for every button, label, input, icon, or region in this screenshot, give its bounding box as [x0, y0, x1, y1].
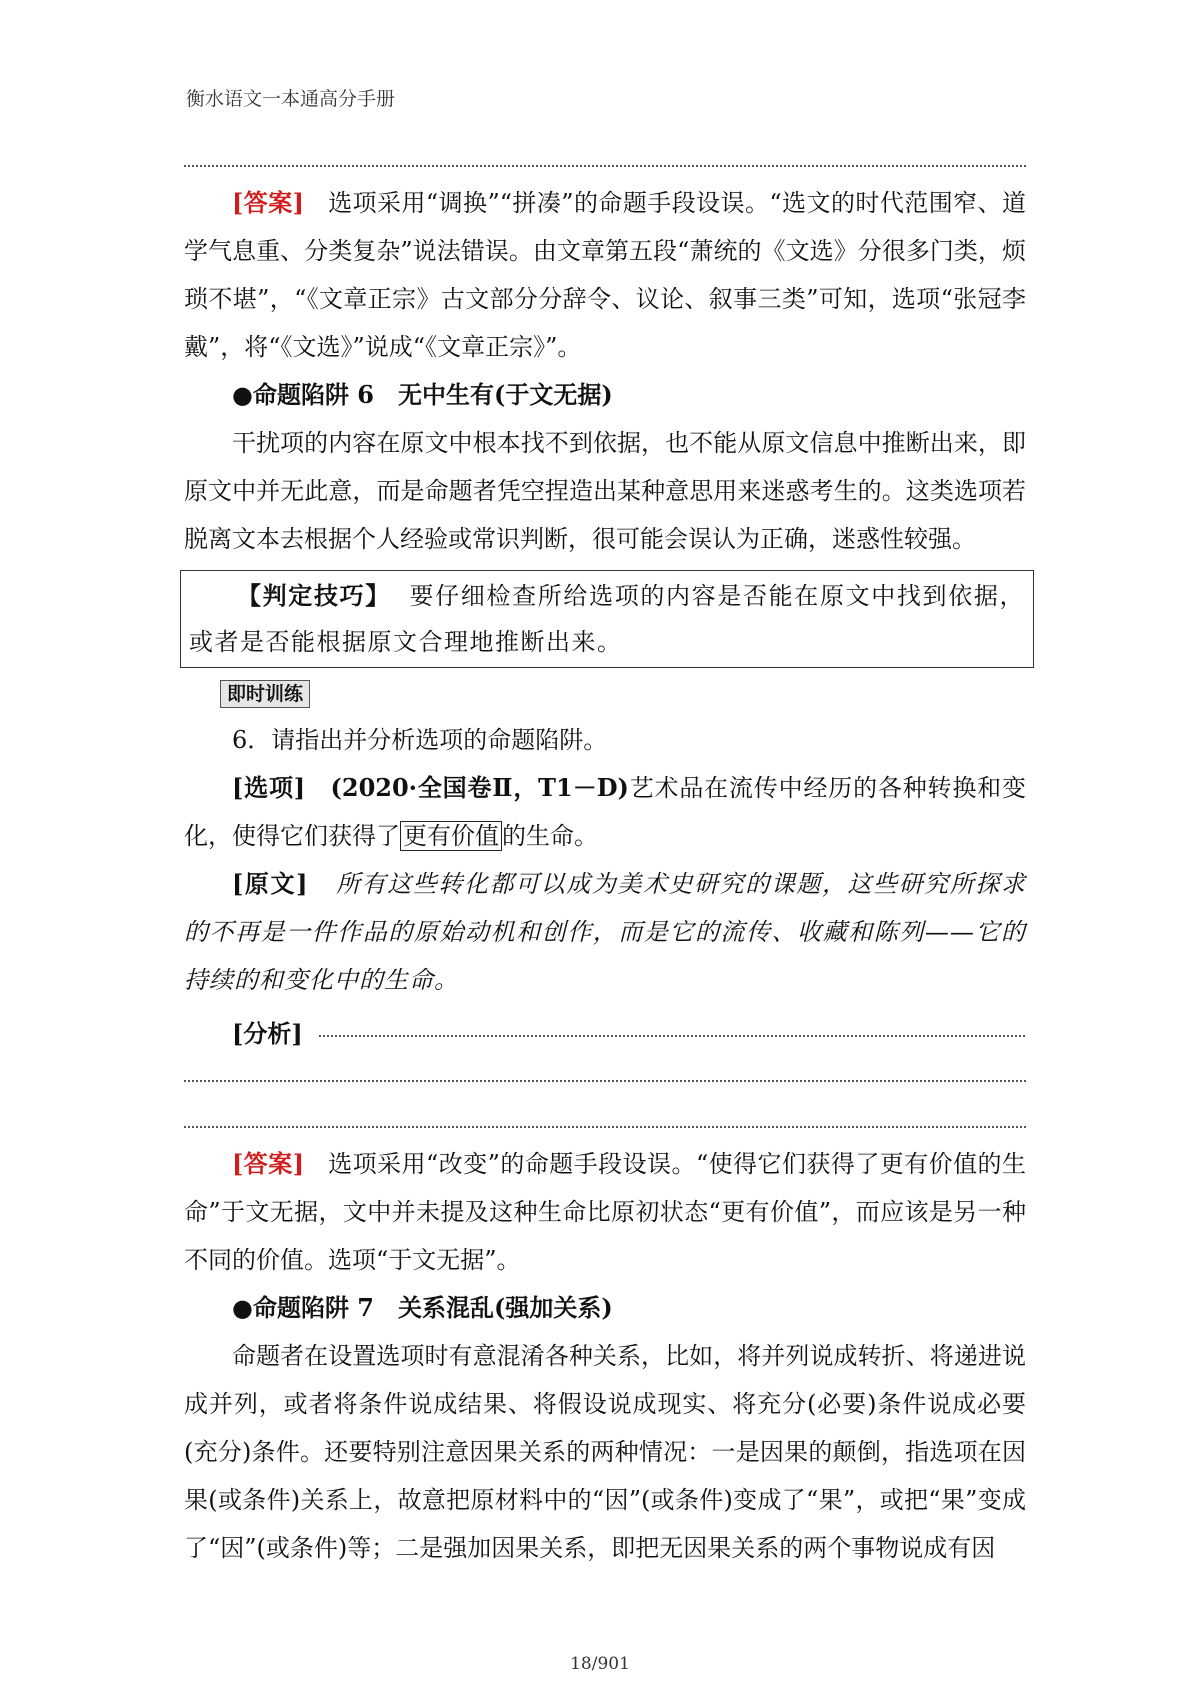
- analysis-blank-3[interactable]: [184, 1126, 1026, 1128]
- analysis-blank-1[interactable]: [319, 1035, 1025, 1037]
- practice-section: [184, 680, 1026, 1572]
- trap-body-7: 命题者在设置选项时有意混淆各种关系，比如，将并列说成转折、将递进说成并列，或者将条件说成结果、将假设说成现实、将充分(必要)条件说成必要(充分)条件。还要特别注意因果关系的两种情况：一是因果的颠倒，指选项在因果(或条件)关系上，故意把原材料中的“因”(或条件)变成了“果”，或把“果”变成了“因”(或条件)等；二是强加因果关系，即把无因果关系的两个事物说成有因: [184, 1342, 1026, 1562]
- tip-box: [180, 570, 1034, 668]
- option-paragraph: [184, 764, 1026, 860]
- analysis-blank-2[interactable]: [184, 1080, 1026, 1082]
- dotted-divider: [184, 165, 1026, 167]
- book-title: 衡水语文一本通高分手册: [186, 88, 396, 110]
- option-source: (2020·全国卷Ⅱ，T1－D): [330, 773, 629, 802]
- original-text: 所有这些转化都可以成为美术史研究的课题，这些研究所探求的不再是一件作品的原始动机和创作，而是它的流传、收藏和陈列——它的持续的和变化中的生命。: [184, 870, 1027, 994]
- original-paragraph: [184, 860, 1026, 1004]
- tip-label: 【判定技巧】: [237, 581, 391, 610]
- trap-heading: ●命题陷阱 6 无中生有(于文无据): [232, 380, 613, 409]
- trap-body: 干扰项的内容在原文中根本找不到依据，也不能从原文信息中推断出来，即原文中并无此意，而是命题者凭空捏造出某种意思用来迷惑考生的。这类选项若脱离文本去根据个人经验或常识判断，很可能会误认为正确，迷惑性较强。: [184, 429, 1026, 553]
- option-text-a: 艺术品在流传中经历的各种转换和变化，使得它们获得了: [184, 774, 1026, 850]
- analysis-tag: [分析]: [232, 1019, 303, 1048]
- option-boxed-text: 更有价值: [400, 821, 502, 851]
- answer-tag-2: [答案]: [232, 1149, 305, 1178]
- option-tag: [选项]: [232, 773, 306, 802]
- analysis-line: [184, 1010, 1026, 1058]
- practice-question: 6．请指出并分析选项的命题陷阱。: [232, 726, 608, 754]
- option-text-b: 的生命。: [502, 822, 598, 850]
- original-tag: [原文]: [232, 869, 309, 898]
- practice-label: 即时训练: [220, 680, 310, 708]
- tip-text: 要仔细检查所给选项的内容是否能在原文中找到依据，或者是否能根据原文合理地推断出来。: [189, 582, 1026, 656]
- answer-paragraph-2: [184, 1140, 1026, 1284]
- page-content: [184, 165, 1026, 563]
- trap-heading-7: ●命题陷阱 7 关系混乱(强加关系): [232, 1293, 613, 1322]
- answer-paragraph: [184, 179, 1026, 371]
- answer-text-2: 选项采用“改变”的命题手段设误。“使得它们获得了更有价值的生命”于文无据，文中并未提及这种生命比原初状态“更有价值”，而应该是另一种不同的价值。选项“于文无据”。: [184, 1150, 1026, 1274]
- answer-tag: [答案]: [232, 188, 304, 217]
- answer-text: 选项采用“调换”“拼凑”的命题手段设误。“选文的时代范围窄、道学气息重、分类复杂”说法错误。由文章第五段“萧统的《文选》分很多门类，烦琐不堪”，“《文章正宗》古文部分分辞令、议论、叙事三类”可知，选项“张冠李戴”，将“《文选》”说成“《文章正宗》”。: [184, 189, 1026, 361]
- page-number: 18/901: [570, 1654, 630, 1674]
